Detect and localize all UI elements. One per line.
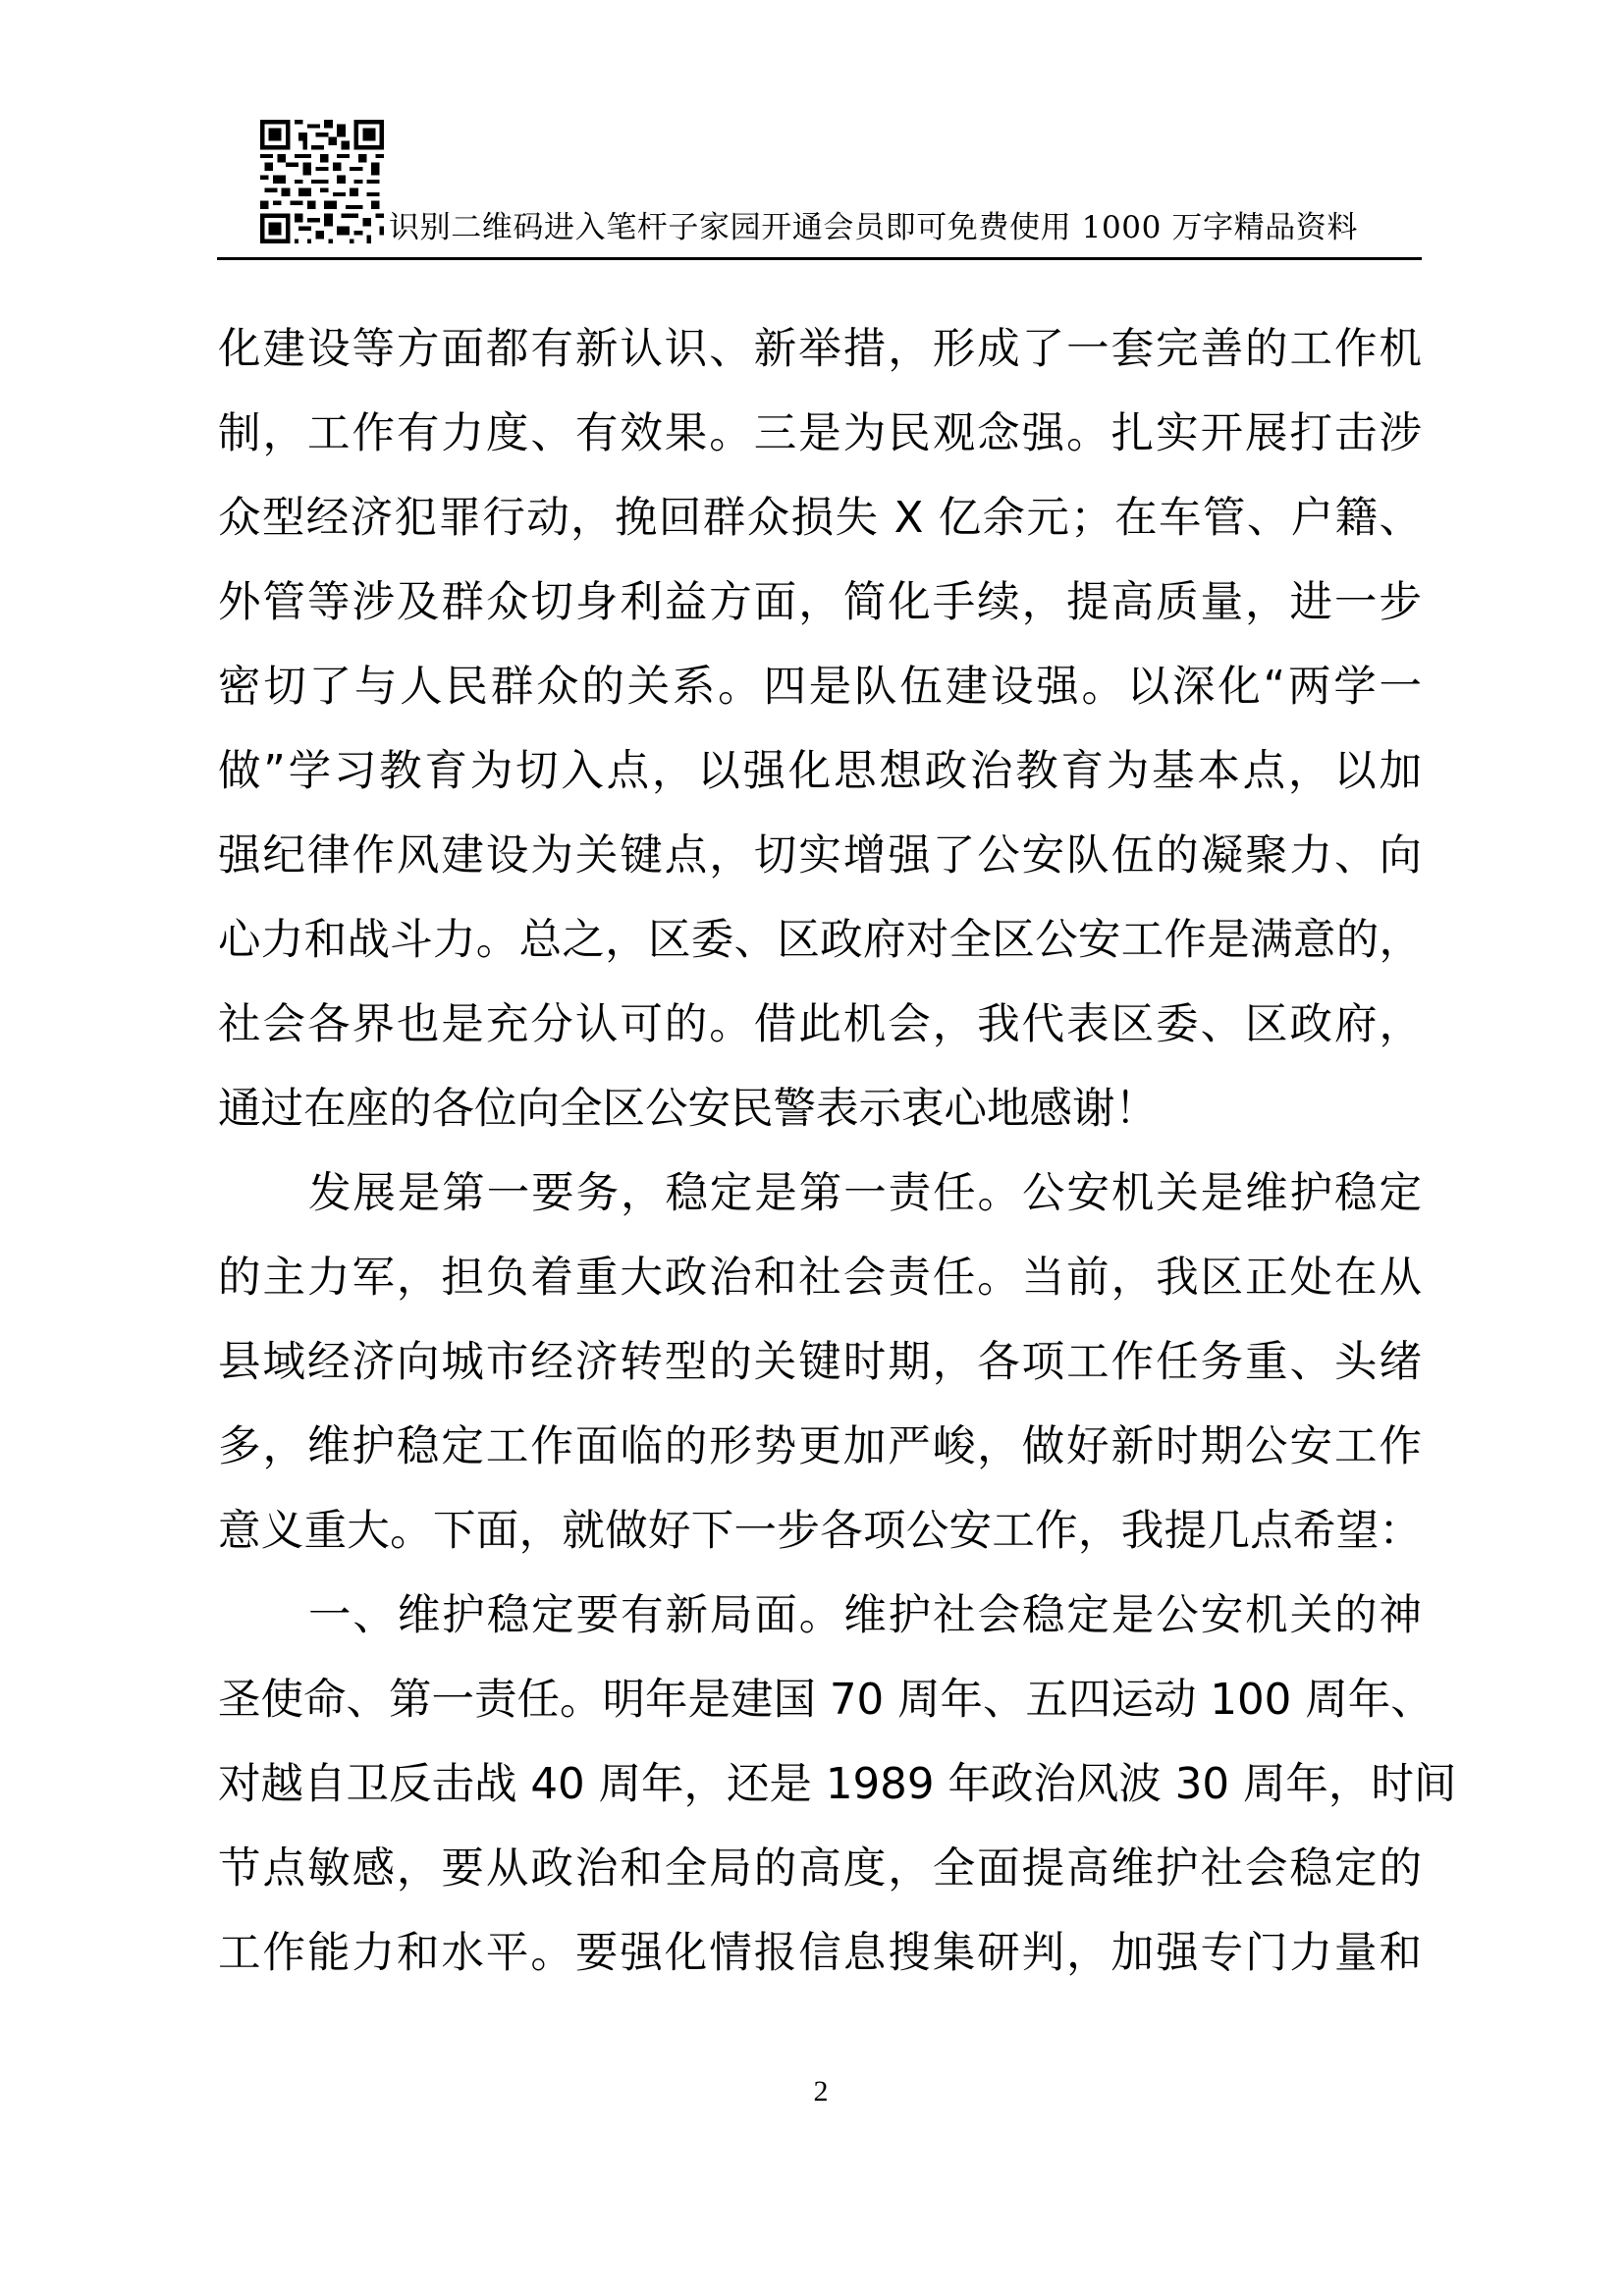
text-line: 社会各界也是充分认可的。借此机会，我代表区委、区政府， (218, 1000, 1422, 1049)
header-promo-text: 识别二维码进入笔杆子家园开通会员即可免费使用 1000 万字精品资料 (389, 210, 1358, 245)
text-line: 工作能力和水平。要强化情报信息搜集研判，加强专门力量和 (218, 1929, 1422, 1978)
text-line: 对越自卫反击战 40 周年，还是 1989 年政治风波 30 周年，时间 (218, 1760, 1457, 1809)
text-line: 意义重大。下面，就做好下一步各项公安工作，我提几点希望： (218, 1507, 1422, 1556)
text-line: 化建设等方面都有新认识、新举措，形成了一套完善的工作机 (218, 325, 1422, 374)
section-heading-line: 一、维护稳定要有新局面。维护社会稳定是公安机关的神 (308, 1591, 1422, 1640)
text-line: 做”学习教育为切入点，以强化思想政治教育为基本点，以加 (218, 747, 1422, 796)
paragraph-first-line: 发展是第一要务，稳定是第一责任。公安机关是维护稳定 (308, 1169, 1422, 1218)
text-line: 密切了与人民群众的关系。四是队伍建设强。以深化“两学一 (218, 663, 1422, 712)
page-number: 2 (813, 2075, 829, 2108)
text-line: 通过在座的各位向全区公安民警表示衷心地感谢！ (218, 1085, 1158, 1134)
header-divider (217, 257, 1422, 260)
text-line: 心力和战斗力。总之，区委、区政府对全区公安工作是满意的， (218, 916, 1422, 965)
qr-code-icon (259, 120, 385, 243)
text-line: 节点敏感，要从政治和全局的高度，全面提高维护社会稳定的 (218, 1844, 1422, 1894)
text-line: 的主力军，担负着重大政治和社会责任。当前，我区正处在从 (218, 1254, 1422, 1303)
text-line: 强纪律作风建设为关键点，切实增强了公安队伍的凝聚力、向 (218, 831, 1422, 881)
text-line: 众型经济犯罪行动，挽回群众损失 X 亿余元；在车管、户籍、 (218, 494, 1422, 543)
text-line: 制，工作有力度、有效果。三是为民观念强。扎实开展打击涉 (218, 409, 1422, 458)
text-line: 县域经济向城市经济转型的关键时期，各项工作任务重、头绪 (218, 1338, 1422, 1387)
document-body (218, 319, 1457, 2007)
text-line: 圣使命、第一责任。明年是建国 70 周年、五四运动 100 周年、 (218, 1676, 1434, 1725)
text-line: 外管等涉及群众切身利益方面，简化手续，提高质量，进一步 (218, 578, 1422, 627)
text-line: 多，维护稳定工作面临的形势更加严峻，做好新时期公安工作 (218, 1422, 1422, 1471)
